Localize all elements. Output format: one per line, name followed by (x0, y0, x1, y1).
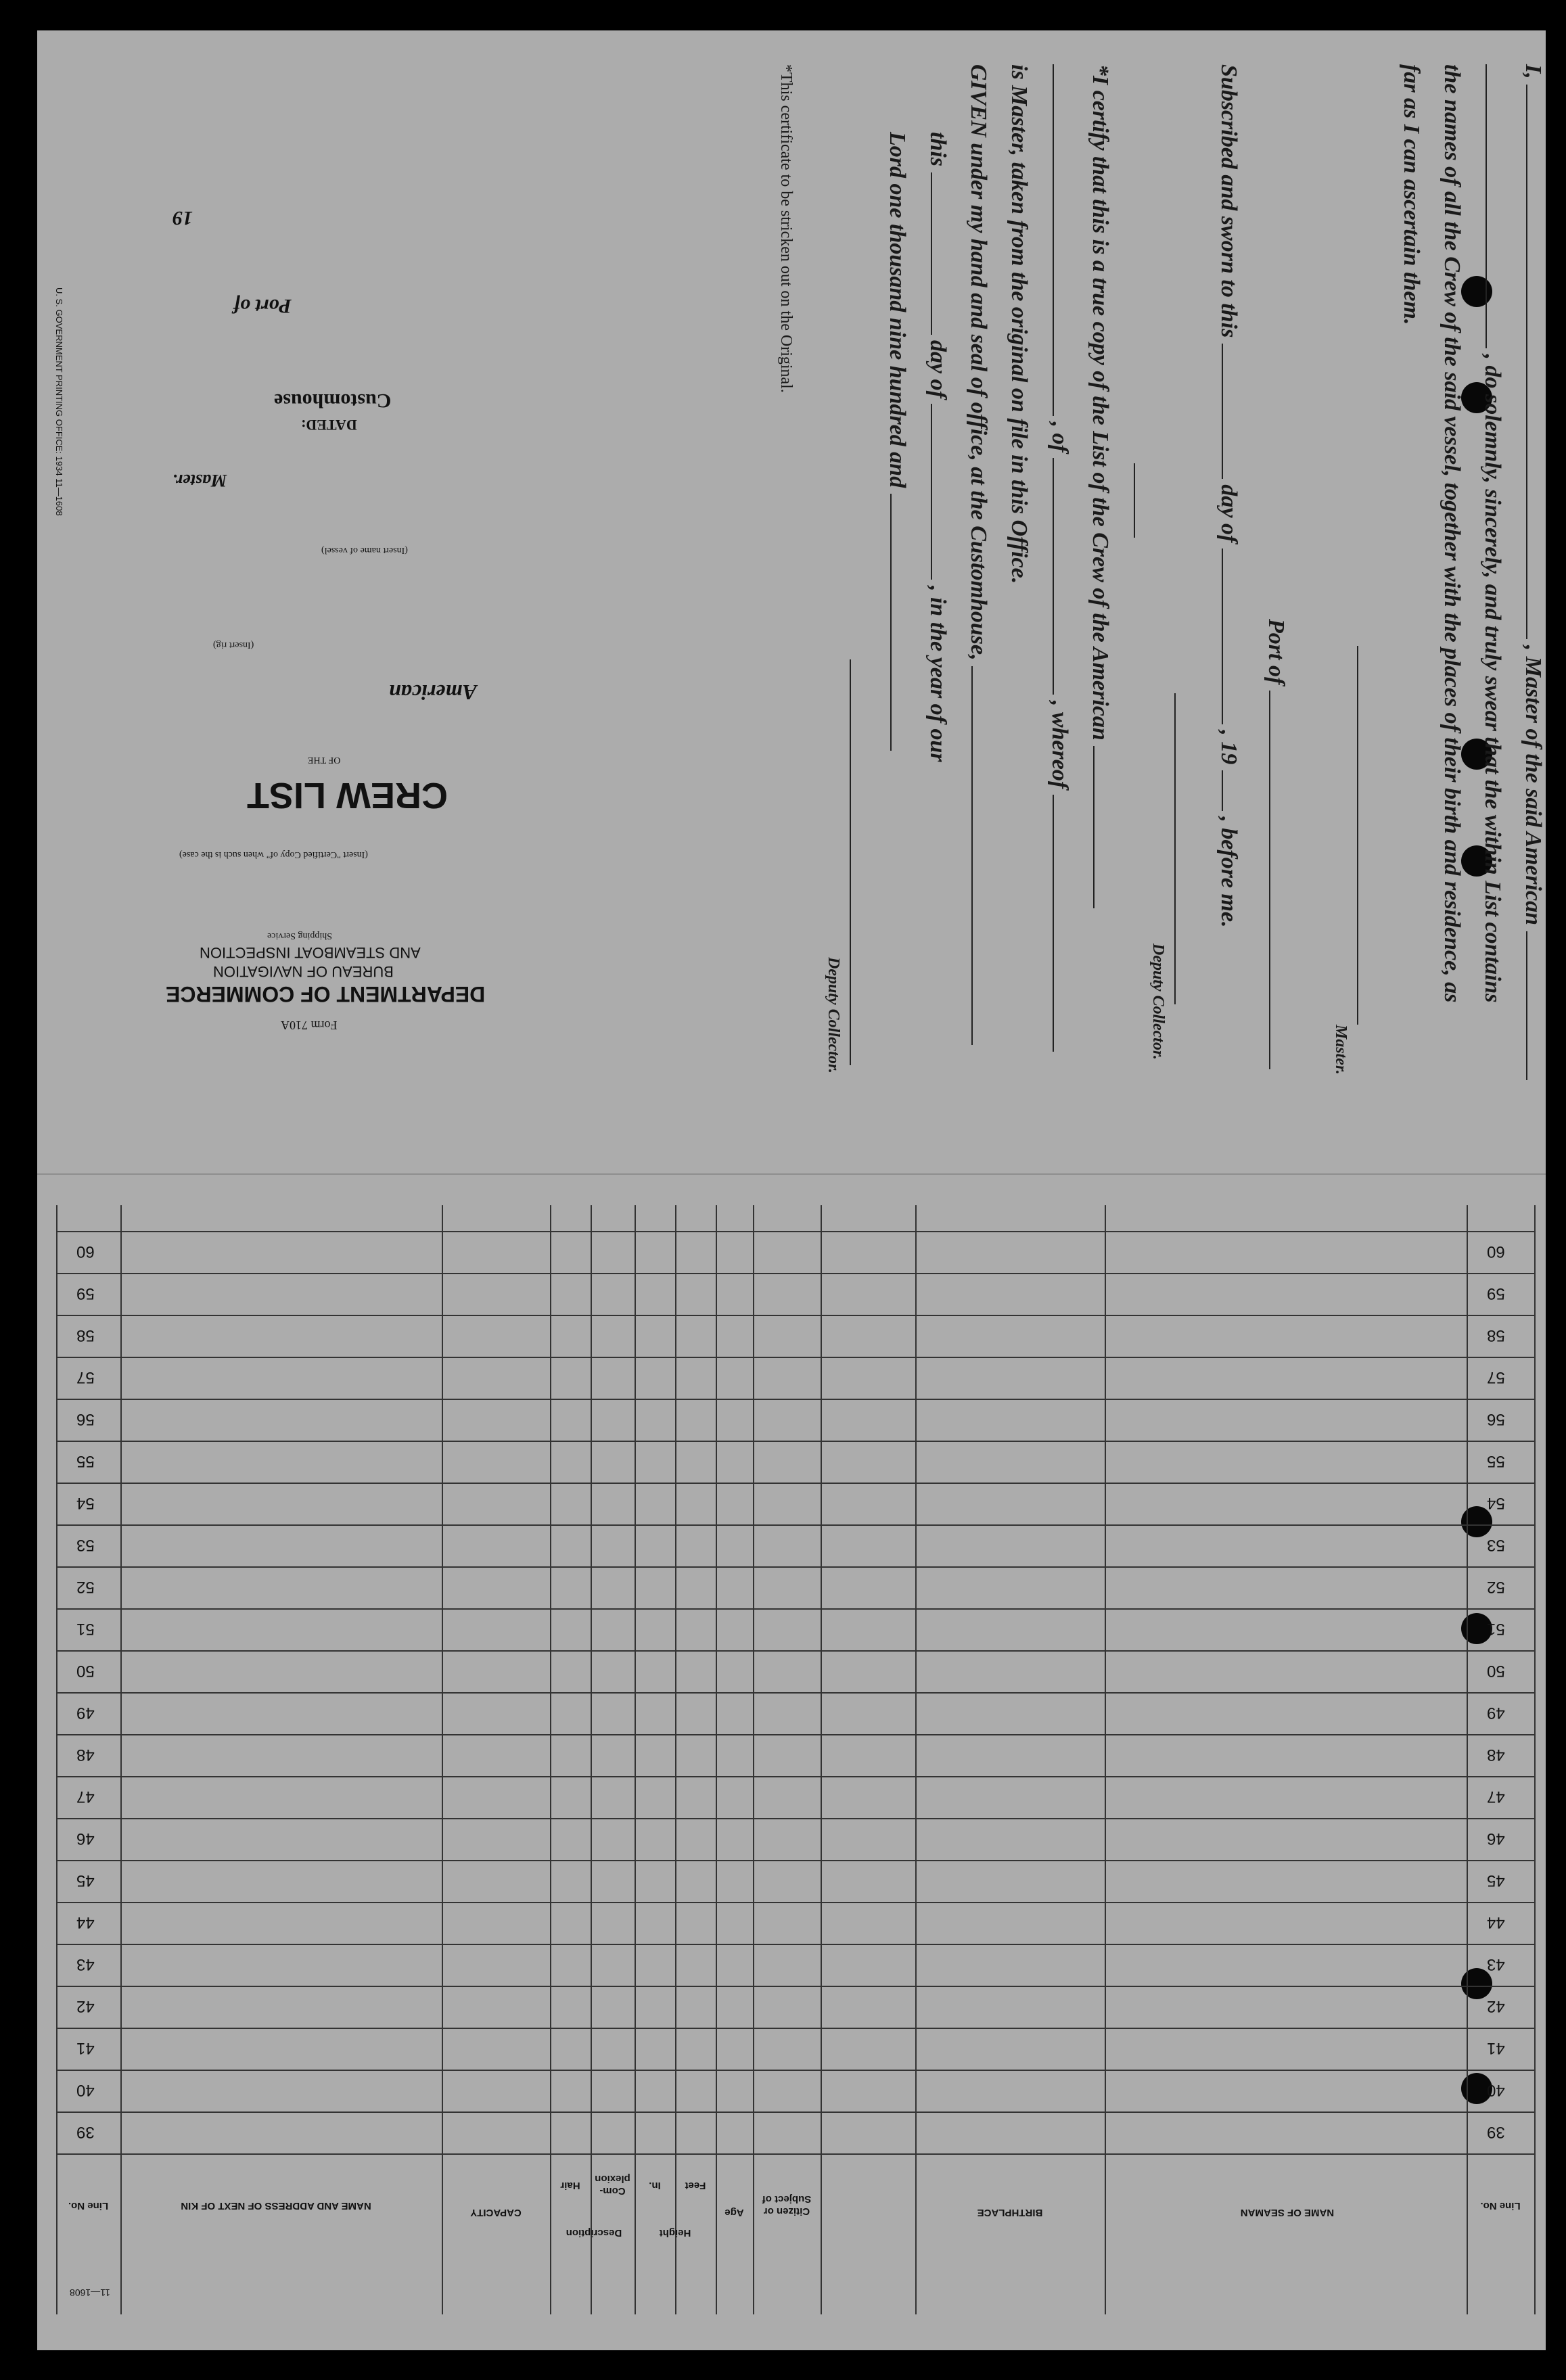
decl-of: , of (1047, 421, 1072, 452)
decl-subscribed: Subscribed and sworn to this (1216, 64, 1241, 338)
crew-table (56, 1205, 1534, 2314)
table-header-rule (56, 2153, 1534, 2155)
row-number: 54 (76, 1494, 95, 1512)
row-number: 40 (1487, 2081, 1505, 2099)
table-row (56, 1273, 1534, 1274)
decl-day-of-2: day of (925, 340, 950, 398)
page-fold (37, 1173, 1546, 1175)
row-number: 49 (1487, 1704, 1505, 1722)
row-number: 52 (1487, 1578, 1505, 1596)
cover-of-the: OF THE (308, 755, 341, 765)
row-number: 51 (76, 1620, 95, 1638)
row-number: 60 (76, 1242, 95, 1261)
cover-rig-hint: (Insert rig) (213, 640, 254, 650)
table-row (56, 1608, 1534, 1610)
decl-swear: , do solemnly, sincerely, and truly swear that the within List contains (1480, 354, 1505, 1003)
row-number: 50 (1487, 1662, 1505, 1680)
decl-before-me: , before me. (1216, 816, 1241, 928)
row-number: 48 (1487, 1746, 1505, 1764)
row-number: 53 (76, 1536, 95, 1554)
row-number: 59 (76, 1284, 95, 1303)
cover-customhouse: Customhouse (274, 390, 392, 412)
row-number: 47 (1487, 1788, 1505, 1806)
cover-dated: DATED: (301, 417, 357, 434)
hdr-name-of-seaman: NAME OF SEAMAN (1240, 2207, 1335, 2218)
hdr-age: Age (724, 2207, 744, 2218)
row-number: 40 (76, 2081, 95, 2099)
hdr-complexion: Com-plexion (595, 2173, 630, 2197)
table-row (56, 1944, 1534, 1945)
cover-vessel-hint: (Insert name of vessel) (321, 545, 408, 555)
hdr-capacity: CAPACITY (470, 2207, 522, 2218)
hdr-line-no: Line No. (68, 2200, 109, 2212)
row-number: 58 (76, 1326, 95, 1345)
cover-service: Shipping Service (267, 931, 333, 941)
cover-title: CREW LIST (247, 775, 448, 816)
table-row (56, 1315, 1534, 1316)
cover-port-of: Port of (233, 295, 292, 317)
row-number: 47 (76, 1788, 95, 1806)
table-row (56, 1692, 1534, 1694)
decl-deputy-1: Deputy Collector. (1149, 943, 1167, 1060)
row-number: 54 (1487, 1494, 1505, 1512)
hdr-in: In. (649, 2180, 661, 2191)
document-sheet (37, 30, 1546, 2350)
cover-year: 19 (172, 207, 193, 229)
table-row (56, 1566, 1534, 1568)
row-number: 57 (1487, 1368, 1505, 1386)
table-row (56, 1734, 1534, 1735)
decl-ascertain: far as I can ascertain them. (1399, 64, 1424, 325)
hdr-citizen: Citizen or Subject of (762, 2193, 812, 2217)
decl-this: this (925, 132, 950, 167)
row-number: 41 (76, 2039, 95, 2057)
decl-footnote: *This certificate to be stricken out on the Original. (777, 64, 795, 393)
decl-given: GIVEN under my hand and seal of office, at the Customhouse, (966, 64, 991, 661)
hdr-next-of-kin: NAME AND ADDRESS OF NEXT OF KIN (181, 2200, 371, 2212)
row-number: 52 (76, 1578, 95, 1596)
row-number: 41 (1487, 2039, 1505, 2057)
cover-bureau-1: BUREAU OF NAVIGATION (213, 963, 394, 980)
row-number: 39 (76, 2123, 95, 2141)
table-row (56, 1441, 1534, 1442)
decl-is-master: is Master, taken from the original on file in this Office. (1007, 64, 1032, 584)
row-number: 46 (1487, 1829, 1505, 1848)
hdr-hair: Hair (560, 2180, 580, 2191)
cover-block (54, 166, 511, 1099)
decl-names: the names of all the Crew of the said vessel, together with the places of their birth and residence, as (1440, 64, 1465, 1003)
table-row (56, 1902, 1534, 1903)
table-row (56, 2028, 1534, 2029)
hdr-feet: Feet (685, 2180, 706, 2191)
row-number: 42 (1487, 1997, 1505, 2015)
row-number: 51 (1487, 1620, 1505, 1638)
row-number: 49 (76, 1704, 95, 1722)
row-number: 59 (1487, 1284, 1505, 1303)
table-row (56, 1818, 1534, 1819)
hdr-birthplace: BIRTHPLACE (977, 2207, 1043, 2218)
row-number: 57 (76, 1368, 95, 1386)
table-row (56, 1776, 1534, 1777)
cover-american: American (389, 680, 477, 705)
decl-year: , 19 (1216, 730, 1241, 765)
decl-i: I, (1521, 64, 1546, 79)
cover-bureau-2: AND STEAMBOAT INSPECTION (200, 944, 421, 961)
decl-master-of: , Master of the said American (1521, 645, 1546, 926)
row-number: 60 (1487, 1242, 1505, 1261)
declaration-block (531, 64, 1546, 1160)
row-number: 42 (76, 1997, 95, 2015)
table-row (56, 1231, 1534, 1232)
decl-day-of: day of (1216, 484, 1241, 543)
decl-certify: *I certify that this is a true copy of the List of the Crew of the American (1088, 64, 1113, 741)
decl-whereof: , whereof (1047, 700, 1072, 789)
table-row (56, 1483, 1534, 1484)
table-footer: 11—1608 (70, 2287, 110, 2298)
table-row (56, 1986, 1534, 1987)
hdr-line-no-right: Line No. (1480, 2200, 1521, 2212)
row-number: 43 (1487, 1955, 1505, 1974)
table-row (56, 1399, 1534, 1400)
table-row (56, 1650, 1534, 1652)
cover-form: Form 710A (281, 1019, 338, 1032)
row-number: 45 (1487, 1871, 1505, 1890)
cover-dept: DEPARTMENT OF COMMERCE (166, 982, 486, 1006)
row-number: 48 (76, 1746, 95, 1764)
row-number: 44 (76, 1913, 95, 1932)
row-number: 58 (1487, 1326, 1505, 1345)
table-row (56, 2111, 1534, 2113)
row-number: 39 (1487, 2123, 1505, 2141)
row-number: 56 (1487, 1410, 1505, 1428)
row-number: 55 (76, 1452, 95, 1470)
table-row (56, 1357, 1534, 1358)
printer-line: U. S. GOVERNMENT PRINTING OFFICE: 1934 11—1608 (54, 287, 64, 516)
hdr-height: Height (659, 2227, 691, 2239)
decl-deputy-2: Deputy Collector. (825, 957, 842, 1073)
decl-lord: Lord one thousand nine hundred and (885, 132, 910, 488)
cover-master: Master. (172, 471, 227, 490)
row-number: 46 (76, 1829, 95, 1848)
decl-in-year: , in the year of our (925, 585, 950, 762)
hdr-description: Description (566, 2227, 622, 2239)
cover-certified-hint: (Insert "Certified Copy of" when such is the case) (179, 849, 368, 860)
table-row (56, 2070, 1534, 2071)
decl-port-of: Port of (1264, 619, 1289, 685)
table-row (56, 1524, 1534, 1526)
row-number: 44 (1487, 1913, 1505, 1932)
row-number: 53 (1487, 1536, 1505, 1554)
row-number: 55 (1487, 1452, 1505, 1470)
row-number: 45 (76, 1871, 95, 1890)
row-number: 43 (76, 1955, 95, 1974)
decl-master-label: Master. (1332, 1025, 1350, 1075)
row-number: 56 (76, 1410, 95, 1428)
row-number: 50 (76, 1662, 95, 1680)
table-row (56, 1860, 1534, 1861)
